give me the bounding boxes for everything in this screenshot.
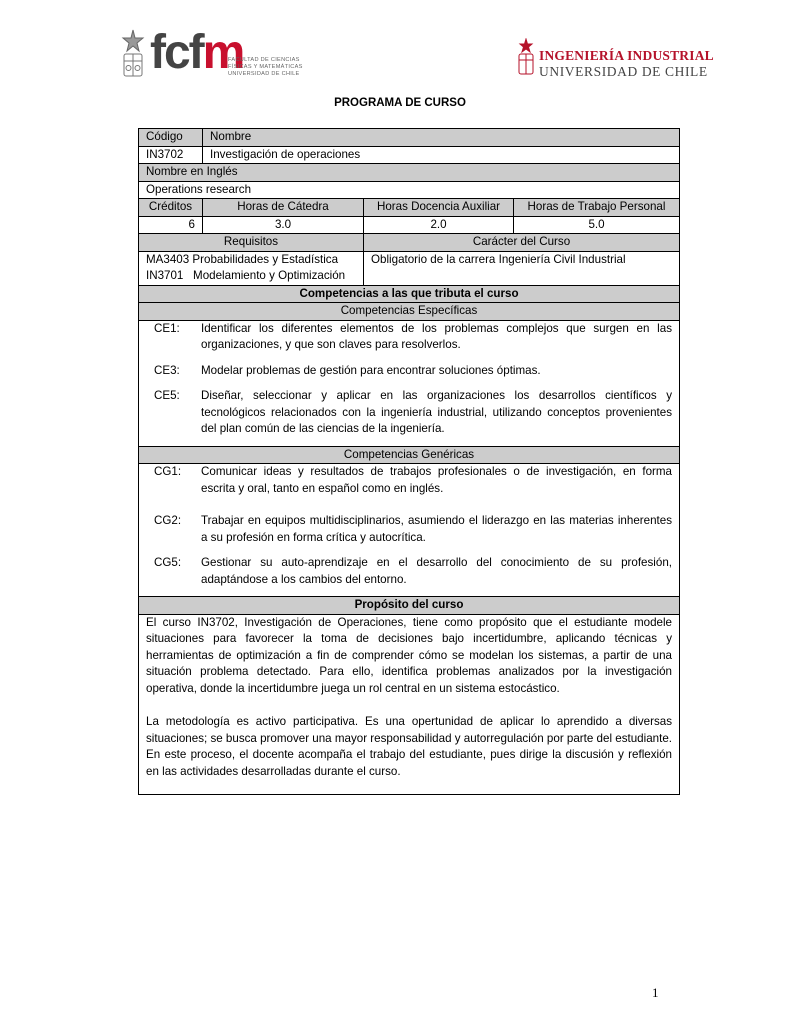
competency-text: Modelar problemas de gestión para encontrar soluciones óptimas. bbox=[201, 363, 541, 377]
generic-competencies-row bbox=[139, 464, 680, 597]
competency-item bbox=[139, 464, 679, 497]
purpose-heading-row bbox=[139, 597, 680, 615]
industrial-engineering-logo bbox=[516, 38, 714, 80]
specific-competencies-label: Competencias Específicas bbox=[139, 303, 680, 321]
hours-row bbox=[139, 216, 680, 234]
requirement-item: IN3701 Modelamiento y Optimización bbox=[146, 269, 346, 282]
competency-code: CG2: bbox=[154, 514, 182, 527]
english-name-label: Nombre en Inglés bbox=[139, 164, 680, 182]
english-name: Operations research bbox=[139, 181, 680, 199]
fcfm-wordmark: fcfm bbox=[150, 26, 244, 79]
course-code: IN3702 bbox=[139, 146, 203, 164]
purpose-paragraph: El curso IN3702, Investigación de Operaciones, tiene como propósito que el estudiante modele situaciones para favorecer la toma de decisiones bajo incertidumbre, aplicando técnicas y herramientas de optimización a fin de comprender cómo se modelan los sistemas, a partir de una situación problema detectado. Para ello, identifica problemas analizados por la investigación operativa, donde la incertidumbre juega un rol central en un sistema estocástico. bbox=[146, 615, 672, 695]
competency-code: CE3: bbox=[154, 363, 180, 377]
competency-item bbox=[139, 555, 679, 588]
competency-item bbox=[139, 388, 679, 438]
auxiliary-hours-value: 2.0 bbox=[364, 216, 514, 234]
department-seal-icon bbox=[516, 38, 536, 78]
code-label: Código bbox=[139, 129, 203, 147]
english-name-row bbox=[139, 181, 680, 199]
competency-item bbox=[139, 363, 679, 380]
character-label: Carácter del Curso bbox=[364, 234, 680, 252]
generic-competencies-cell bbox=[139, 464, 680, 597]
specific-competencies-header-row bbox=[139, 303, 680, 321]
competency-code: CE5: bbox=[154, 389, 180, 402]
competency-item bbox=[139, 321, 679, 354]
generic-competencies-label: Competencias Genéricas bbox=[139, 446, 680, 464]
competency-text: Diseñar, seleccionar y aplicar en las organizaciones los desarrollos científicos y tecnológicos relacionados con la ingeniería industrial, utilizando conceptos provenientes del plan común de las ciencias de la ingeniería. bbox=[201, 389, 672, 435]
competency-text: Gestionar su auto-aprendizaje en el desarrollo del conocimiento de su profesión, adaptándose a los cambios del entorno. bbox=[201, 556, 672, 586]
purpose-cell bbox=[139, 614, 680, 795]
code-name-row bbox=[139, 146, 680, 164]
lecture-hours-label: Horas de Cátedra bbox=[203, 199, 364, 217]
competency-code: CG1: bbox=[154, 465, 182, 478]
purpose-heading: Propósito del curso bbox=[139, 597, 680, 615]
hours-header-row bbox=[139, 199, 680, 217]
requirements-cell bbox=[139, 251, 364, 285]
competency-text: Trabajar en equipos multidisciplinarios, asumiendo el liderazgo en las materias inherentes a su profesión en forma crítica y autocrítica. bbox=[201, 514, 672, 544]
lecture-hours-value: 3.0 bbox=[203, 216, 364, 234]
specific-competencies-row bbox=[139, 320, 680, 446]
requirement-item: MA3403 Probabilidades y Estadística bbox=[146, 252, 339, 266]
university-name: UNIVERSIDAD DE CHILE bbox=[539, 64, 708, 79]
competency-code: CE1: bbox=[154, 321, 180, 335]
requirements-label: Requisitos bbox=[139, 234, 364, 252]
fcfm-subtitle: FACULTAD DE CIENCIAS FÍSICAS Y MATEMÁTICAS UNIVERSIDAD DE CHILE bbox=[228, 57, 303, 77]
credits-label: Créditos bbox=[139, 199, 203, 217]
competency-text: Identificar los diferentes elementos de los problemas complejos que surgen en las organizaciones, y que son claves para resolverlos. bbox=[201, 321, 672, 351]
department-name: INGENIERÍA INDUSTRIAL bbox=[539, 48, 714, 63]
course-name: Investigación de operaciones bbox=[203, 146, 680, 164]
purpose-row bbox=[139, 614, 680, 795]
personal-hours-value: 5.0 bbox=[514, 216, 680, 234]
competency-item bbox=[139, 513, 679, 546]
generic-competencies-header-row bbox=[139, 446, 680, 464]
page-number: 1 bbox=[652, 985, 659, 1000]
credits-value: 6 bbox=[139, 216, 203, 234]
document-title: PROGRAMA DE CURSO bbox=[334, 97, 466, 109]
fcfm-logo bbox=[118, 26, 308, 84]
course-character: Obligatorio de la carrera Ingeniería Civil Industrial bbox=[364, 251, 680, 285]
university-seal-icon bbox=[118, 28, 148, 80]
competency-text: Comunicar ideas y resultados de trabajos profesionales o de investigación, en forma escrita y oral, tanto en español como en inglés. bbox=[201, 465, 672, 495]
competencies-heading: Competencias a las que tributa el curso bbox=[139, 285, 680, 303]
code-name-header-row bbox=[139, 129, 680, 147]
course-program-table bbox=[138, 128, 679, 795]
english-name-header-row bbox=[139, 164, 680, 182]
personal-hours-label: Horas de Trabajo Personal bbox=[514, 199, 680, 217]
methodology-paragraph: La metodología es activo participativa. Es una opertunidad de aplicar lo aprendido a diversas situaciones; se busca promover una mayor responsabilidad y autorregulación por parte del estudiante. En este proceso, el docente acompaña el trabajo del estudiante, pues dirige la discusión y reflexión en las actividades desarrolladas durante el curso. bbox=[146, 715, 672, 778]
auxiliary-hours-label: Horas Docencia Auxiliar bbox=[364, 199, 514, 217]
competency-code: CG5: bbox=[154, 556, 182, 569]
requirements-header-row bbox=[139, 234, 680, 252]
competencies-heading-row bbox=[139, 285, 680, 303]
requirements-row bbox=[139, 251, 680, 285]
name-label: Nombre bbox=[203, 129, 680, 147]
specific-competencies-cell bbox=[139, 320, 680, 446]
